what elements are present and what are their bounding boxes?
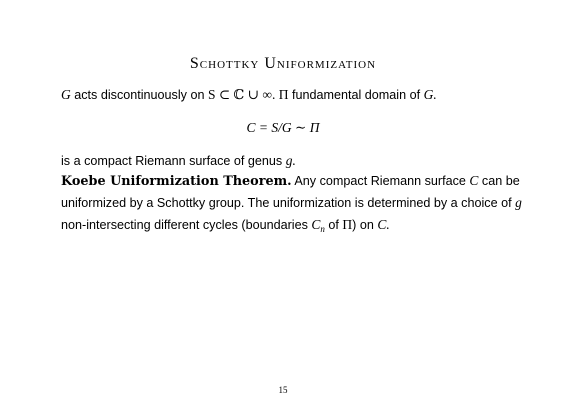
line-group-action <box>61 87 531 103</box>
symbol-G: G <box>61 87 71 102</box>
symbol-g: g <box>515 195 522 210</box>
equation <box>0 120 566 136</box>
page-number: 15 <box>278 385 288 395</box>
line-uniformized <box>61 195 531 211</box>
text: acts discontinuously on <box>70 88 208 102</box>
line-theorem <box>61 173 531 190</box>
slide-title: Schottky Uniformization <box>189 55 377 72</box>
line-cycles <box>61 217 531 237</box>
symbol-g: g. <box>285 153 296 168</box>
symbol-C: C <box>469 173 479 188</box>
text: can be <box>478 174 520 188</box>
symbol-C: C. <box>377 217 390 232</box>
symbol-G: G. <box>423 87 437 102</box>
text: is a compact Riemann surface of genus <box>61 154 286 168</box>
text: uniformized by a Schottky group. The uniformization is determined by a choice of <box>61 196 516 210</box>
equation-text: C = S/G ∼ Π <box>246 120 320 135</box>
symbol-pi: Π <box>342 217 353 232</box>
line-genus <box>61 153 531 169</box>
theorem-name: Koebe Uniformization Theorem. <box>61 174 292 189</box>
expr-set: S ⊂ ℂ ∪ ∞. <box>207 87 276 102</box>
text: of <box>324 218 343 232</box>
symbol-C: C <box>311 217 321 232</box>
text: Any compact Riemann surface <box>291 174 470 188</box>
text: non-intersecting different cycles (boundaries <box>61 218 312 232</box>
subscript-n: n <box>320 224 325 234</box>
symbol-pi: Π <box>275 87 289 102</box>
text: ) on <box>352 218 378 232</box>
text: fundamental domain of <box>288 88 424 102</box>
